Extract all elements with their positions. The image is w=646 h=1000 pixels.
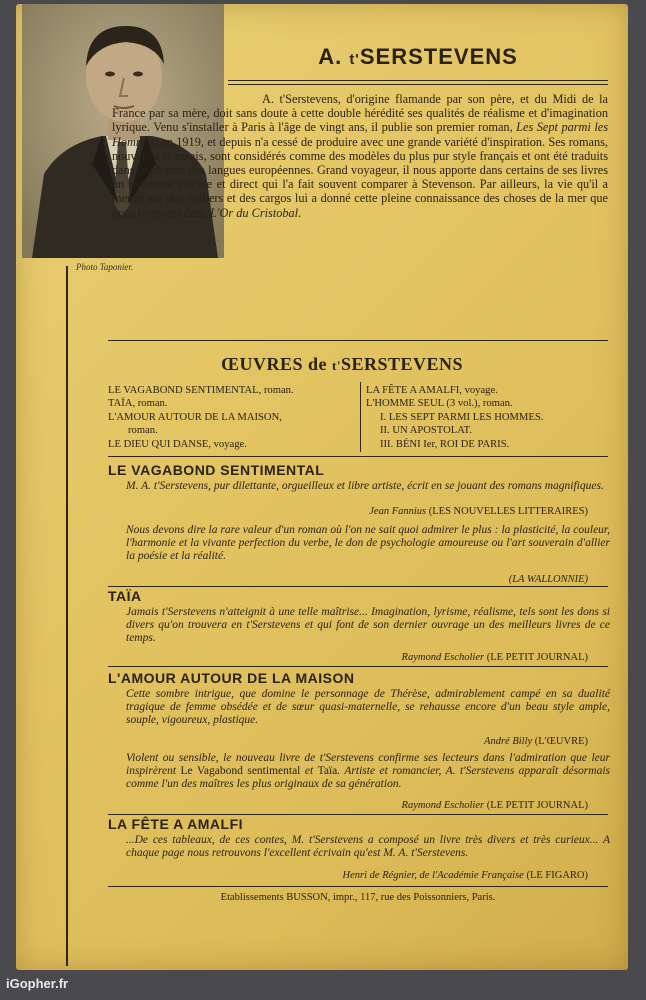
review-publication: (LES NOUVELLES LITTERAIRES) bbox=[428, 506, 588, 517]
works-list-right bbox=[366, 384, 626, 451]
work-item: LE DIEU QUI DANSE, voyage. bbox=[108, 438, 247, 450]
book-back-cover bbox=[16, 4, 628, 970]
review-publication: (LE PETIT JOURNAL) bbox=[486, 652, 588, 663]
rule-under-author-2 bbox=[228, 84, 608, 85]
section-rule bbox=[108, 666, 608, 667]
review-quote: Jamais t'Serstevens n'atteignit à une telle maîtrise... Imagination, lyrisme, réalisme, tels sont les dons si divers qu'on trouvera en t'Serstevens et qui font de son dernier ouvrage un des meilleurs livres de ce temps. bbox=[126, 606, 610, 644]
review-source bbox=[484, 736, 588, 747]
review-source bbox=[402, 652, 588, 663]
bio-text-2: , en 1919, et depuis n'a cessé de produire avec une grande variété d'inspiration. Ses romans, nouvelles et essais, sont considérés comme des modèles du plus pur style français et ont été traduits dans la plupart des langues européennes. Grand voyageur, il nous apporte dans certains de ses livres un exotisme sincère et direct qui l'a fait souvent comparer à Stevenson. Par ailleurs, la vie qu'il a menée sur des voiliers et des cargos lui a donné cette pleine connaissance des choses de la mer que nous trouvons dans bbox=[112, 134, 608, 220]
vertical-rule-works bbox=[360, 382, 361, 452]
review-quote: M. A. t'Serstevens, pur dilettante, orgueilleux et libre artiste, écrit en se jouant des romans magnifiques. bbox=[126, 480, 604, 492]
rule-below-works bbox=[108, 456, 608, 457]
review-author: Raymond Escholier bbox=[401, 652, 485, 663]
work-item: LE VAGABOND SENTIMENTAL, roman. bbox=[108, 385, 294, 396]
section-rule bbox=[108, 586, 608, 587]
section-title-vagabond: LE VAGABOND SENTIMENTAL bbox=[108, 462, 325, 478]
quote-part: et bbox=[300, 764, 318, 777]
review-author: Jean Fannius bbox=[369, 506, 427, 517]
rule-above-oeuvres bbox=[108, 340, 608, 341]
review-source bbox=[343, 870, 588, 881]
review-publication: (LA WALLONNIE) bbox=[508, 574, 588, 585]
quote-part: Violent ou sensible, le nouveau livre de t'Serstevens confirme ses lecteurs dans l'admiration que leur inspirèrent bbox=[126, 752, 610, 777]
section-rule bbox=[108, 814, 608, 815]
author-name-heading bbox=[228, 44, 608, 70]
printer-imprint: Etablissements BUSSON, impr., 117, rue des Poissonniers, Paris. bbox=[220, 892, 496, 903]
review-source bbox=[402, 800, 588, 811]
bio-text-1: A. t'Serstevens, d'origine flamande par son père, et du Midi de la France par sa mère, doit sans doute à cette double hérédité ses qualités de réalisme et d'imagination lyrique. Venu s'installer à Paris à l'âge de vingt ans, il publie son premier roman, bbox=[112, 92, 608, 135]
section-title-amalfi: LA FÊTE A AMALFI bbox=[108, 816, 244, 832]
work-subitem: III. BÉNI Ier, ROI DE PARIS. bbox=[380, 438, 510, 450]
oeuvres-title-name: SERSTEVENS bbox=[340, 354, 464, 374]
oeuvres-title-prefix: t' bbox=[332, 358, 341, 373]
bio-book-title-2: L'Or du Cristobal bbox=[210, 205, 299, 220]
quote-book-title: Taïa bbox=[317, 764, 338, 777]
section-title-taia: TAÏA bbox=[108, 588, 142, 604]
review-publication: (LE FIGARO) bbox=[526, 870, 588, 881]
photo-credit: Photo Taponier. bbox=[76, 262, 134, 272]
rule-under-author bbox=[228, 80, 608, 81]
review-publication: (L'ŒUVRE) bbox=[534, 736, 588, 747]
works-list-left bbox=[108, 384, 358, 451]
review-quote: ...De ces tableaux, de ces contes, M. t'Serstevens a composé un livre très divers et très curieux... A chaque page nous retrouvons l'excellent écrivain qu'est M. A. t'Serstevens. bbox=[126, 834, 610, 859]
bio-book-title-1: Les Sept parmi les Hommes bbox=[112, 120, 608, 149]
quote-part: . Artiste et romancier, A. t'Serstevens apparaît désormais comme l'un des maîtres les plus originaux de sa génération. bbox=[126, 764, 610, 790]
review-source bbox=[369, 506, 588, 517]
bio-text-3: . bbox=[298, 205, 302, 220]
review-quote bbox=[126, 752, 610, 791]
vertical-rule-left bbox=[66, 266, 68, 966]
work-subitem: I. LES SEPT PARMI LES HOMMES. bbox=[380, 411, 544, 423]
author-surname: SERSTEVENS bbox=[359, 44, 518, 69]
oeuvres-title-main: ŒUVRES de bbox=[220, 354, 332, 374]
author-initial: A. bbox=[318, 44, 350, 69]
rule-above-printer bbox=[108, 886, 608, 887]
work-item: LA FÊTE A AMALFI, voyage. bbox=[366, 385, 498, 396]
review-publication: (LE PETIT JOURNAL) bbox=[486, 800, 588, 811]
review-author: Henri de Régnier, de l'Académie Française bbox=[342, 870, 524, 881]
author-biography bbox=[112, 92, 608, 220]
review-quote: Cette sombre intrigue, que domine le personnage de Thérèse, admirablement campé en sa dualité tragique de femme obsédée et de sœur quasi-maternelle, se rehausse encore d'un beau style ample, souple, vigoureux, plastique. bbox=[126, 688, 610, 726]
work-item-continuation: roman. bbox=[128, 425, 158, 437]
quote-book-title: Le Vagabond sentimental bbox=[180, 764, 301, 777]
review-author: André Billy bbox=[484, 736, 533, 747]
review-author: Raymond Escholier bbox=[401, 800, 485, 811]
oeuvres-heading bbox=[72, 354, 612, 375]
review-quote: Nous devons dire la rare valeur d'un roman où l'on ne sait quoi admirer le plus : la plasticité, la couleur, l'harmonie et la vivante perfection du verbe, le don de psychologie amoureuse ou l'art souverain d'allier la poésie et la réalité. bbox=[126, 524, 610, 562]
work-item: L'HOMME SEUL (3 vol.), roman. bbox=[366, 398, 513, 410]
author-prefix: t' bbox=[349, 51, 360, 68]
work-item: TAÏA, roman. bbox=[108, 398, 168, 410]
work-subitem: II. UN APOSTOLAT. bbox=[380, 425, 473, 437]
section-title-amour: L'AMOUR AUTOUR DE LA MAISON bbox=[108, 670, 355, 686]
site-watermark: iGopher.fr bbox=[6, 976, 69, 991]
work-item: L'AMOUR AUTOUR DE LA MAISON, bbox=[108, 411, 282, 423]
